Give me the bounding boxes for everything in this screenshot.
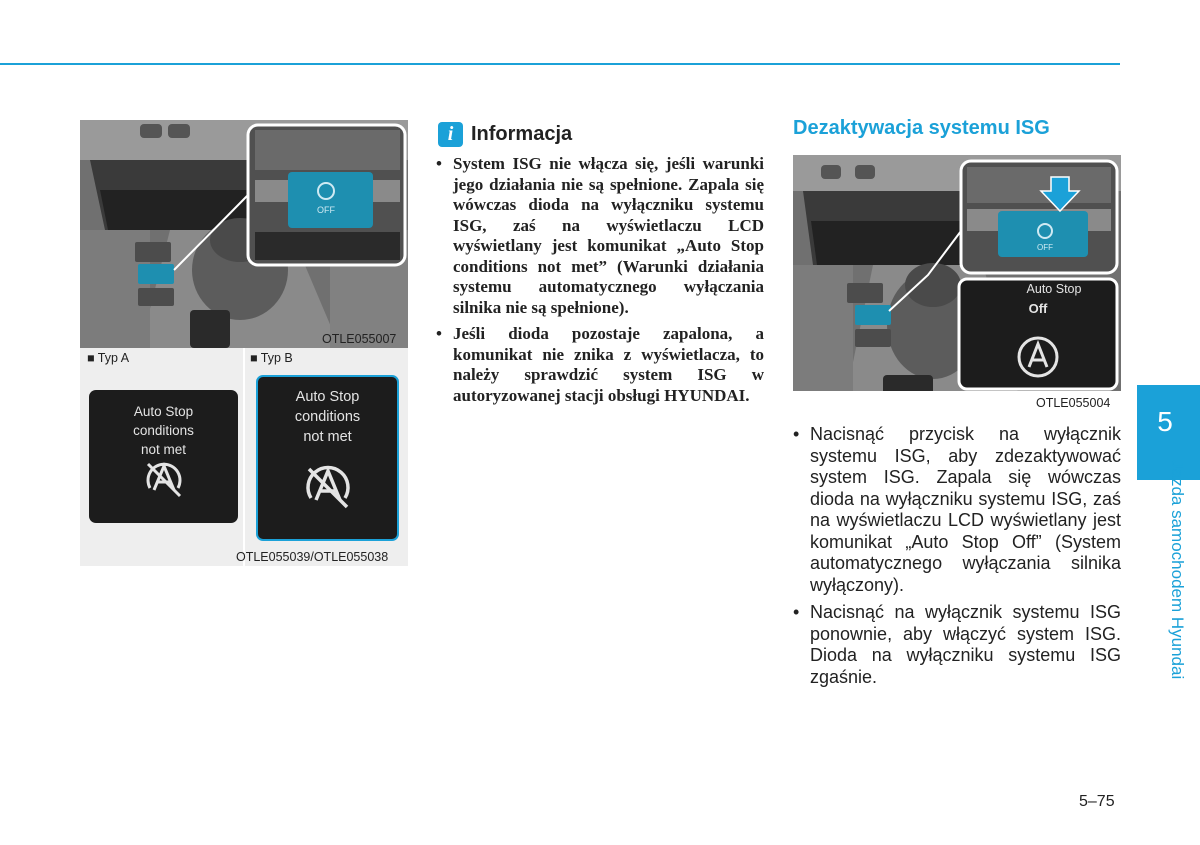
figure-code-left: OTLE055007	[322, 332, 397, 346]
page-number: 5–75	[1079, 793, 1115, 810]
chapter-title: Jazda samochodem Hyundai	[1168, 460, 1187, 680]
bullet-icon: •	[436, 324, 442, 343]
chapter-number: 5	[1157, 406, 1173, 437]
list-item: • Jeśli dioda pozostaje zapalona, a komunikat nie znika z wyświetlacza, to należy sprawdzić system ISG w autoryzowanej stacji obsługi HYUNDAI.	[436, 324, 764, 405]
list-item: • System ISG nie włącza się, jeśli warunki jego działania nie są spełnione. Zapala się wówczas dioda na wyłączniku systemu ISG, zaś na wyświetlaczu LCD wyświetlany jest komunikat „Auto Stop conditions not met” (Warunki działania systemu automatycznego wyłączania silnika nie są spełnione).	[436, 154, 764, 317]
info-title: Informacja	[471, 123, 573, 145]
lcd-message-type-a: Auto Stop conditions not met	[133, 404, 194, 457]
bullet-icon: •	[793, 602, 800, 622]
svg-text:OFF: OFF	[317, 205, 335, 215]
svg-text:OFF: OFF	[1037, 243, 1053, 252]
type-a-label: ■ Typ A	[87, 351, 130, 365]
console-photo-left	[80, 120, 408, 348]
top-rule	[0, 63, 1120, 65]
lcd-message-line2: Off	[1028, 301, 1048, 316]
isg-off-crossed-icon	[142, 458, 186, 502]
section-list	[793, 424, 1121, 694]
info-list	[436, 154, 764, 412]
lcd-message-line1: Auto Stop	[1026, 282, 1082, 296]
figure-code-bottom: OTLE055039/OTLE055038	[236, 550, 389, 564]
lcd-display-type-b	[256, 375, 399, 541]
figure-code-right: OTLE055004	[1036, 396, 1111, 410]
display-examples-divider	[243, 348, 245, 566]
list-item: • Nacisnąć przycisk na wyłącznik systemu ISG, aby zdezaktywować system ISG. Zapala się wówczas dioda na wyłączniku systemu ISG, zaś na wyświetlaczu LCD wyświetlany jest komunikat „Auto Stop Off” (System automatycznego wyłączania silnika wyłączony).	[793, 424, 1121, 595]
info-icon: i	[438, 122, 463, 147]
info-heading	[438, 122, 572, 147]
bullet-icon: •	[436, 154, 442, 173]
bullet-icon: •	[793, 424, 800, 444]
list-item: • Nacisnąć na wyłącznik systemu ISG ponownie, aby włączyć system ISG. Dioda na wyłączniku systemu ISG zgaśnie.	[793, 602, 1121, 687]
lcd-display-type-a	[89, 390, 238, 523]
type-b-label: ■ Typ B	[250, 351, 293, 365]
lcd-message-type-b: Auto Stop conditions not met	[294, 389, 361, 445]
isg-off-crossed-icon	[302, 462, 354, 514]
section-title: Dezaktywacja systemu ISG	[793, 117, 1050, 139]
